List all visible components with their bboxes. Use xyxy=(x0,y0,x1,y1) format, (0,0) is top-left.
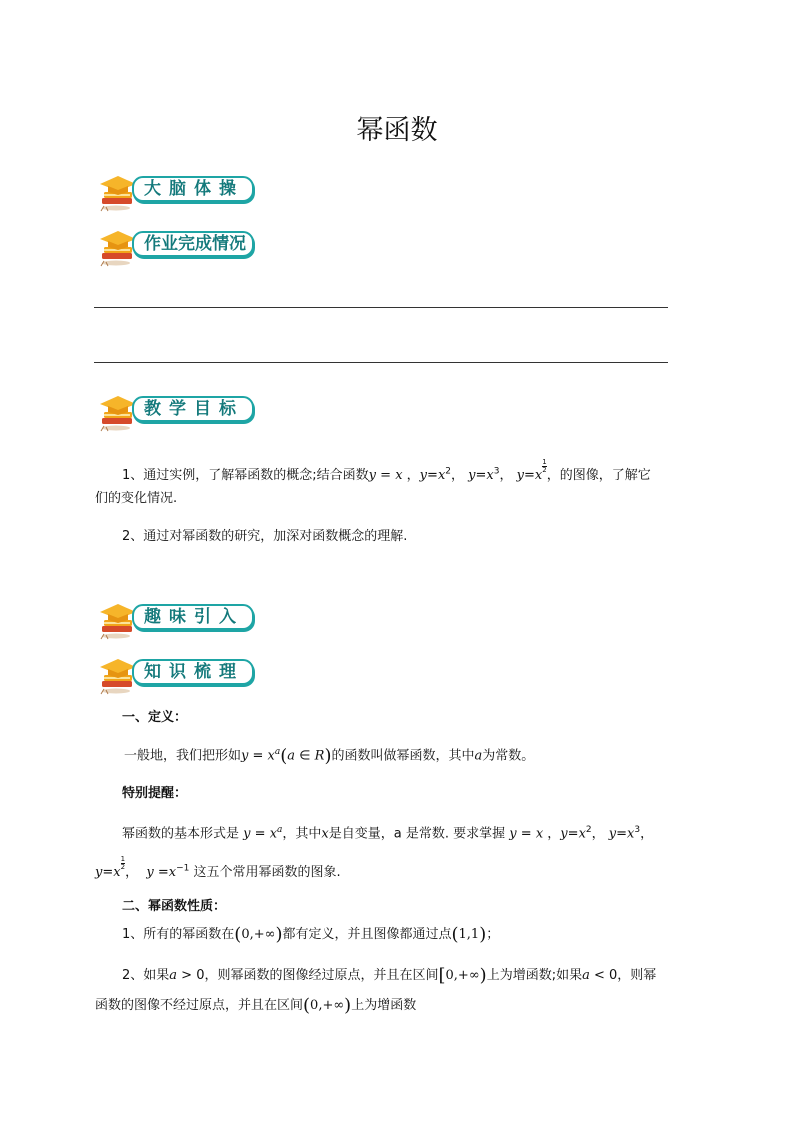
property-2: 2、如果a > 0，则幂函数的图像经过原点，并且在区间[0,+∞)上为增函数;如果a < 0，则幂 xyxy=(122,965,657,986)
note-text: 幂函数的基本形式是 $y = x^a$，其中x是自变量，a 是常数. 要求掌握 y = x ，$y=x^2$， $y=x^3$， xyxy=(122,825,654,842)
section-title: 作业完成情况 xyxy=(144,234,246,254)
page-title: 幂函数 xyxy=(356,115,438,146)
note-heading: 特别提醒： xyxy=(122,786,188,801)
property-2-cont: 函数的图像不经过原点，并且在区间(0,+∞)上为增函数 xyxy=(95,995,417,1016)
section-header-homework xyxy=(96,227,260,269)
answer-line xyxy=(94,362,668,363)
note-text-cont: y=x $\frac{1}{2}$ ， $y =x^{-1}$ 这五个常用幂函数的图象. xyxy=(95,855,341,880)
goal-1-cont: 们的变化情况. xyxy=(95,491,178,506)
section-header-goals xyxy=(96,392,260,434)
goal-2: 2、通过对幂函数的研究，加深对函数概念的理解. xyxy=(122,529,408,544)
answer-line xyxy=(94,307,668,308)
goal-1: 1、通过实例，了解幂函数的概念;结合函数y = x ，$y=x^2$， $y=x^3$， y=x $\frac{1}{2}$ ，的图像，了解它 xyxy=(122,458,651,483)
section-header-fun xyxy=(96,600,260,642)
section-header-knowledge xyxy=(96,655,260,697)
definition-heading: 一、定义： xyxy=(122,710,188,725)
section-title: 趣味引入 xyxy=(144,607,244,627)
section-title: 教学目标 xyxy=(144,399,244,419)
section-title: 大脑体操 xyxy=(144,179,244,199)
definition-text: 一般地，我们把形如$y = x^a(a$ ∈ R)的函数叫做幂函数，其中a为常数。 xyxy=(124,745,535,767)
section-header-brain xyxy=(96,172,260,214)
property-heading: 二、幂函数性质： xyxy=(122,899,227,914)
property-1: 1、所有的幂函数在(0,+∞)都有定义，并且图像都通过点(1,1)； xyxy=(122,924,500,945)
section-title: 知识梳理 xyxy=(144,662,244,682)
